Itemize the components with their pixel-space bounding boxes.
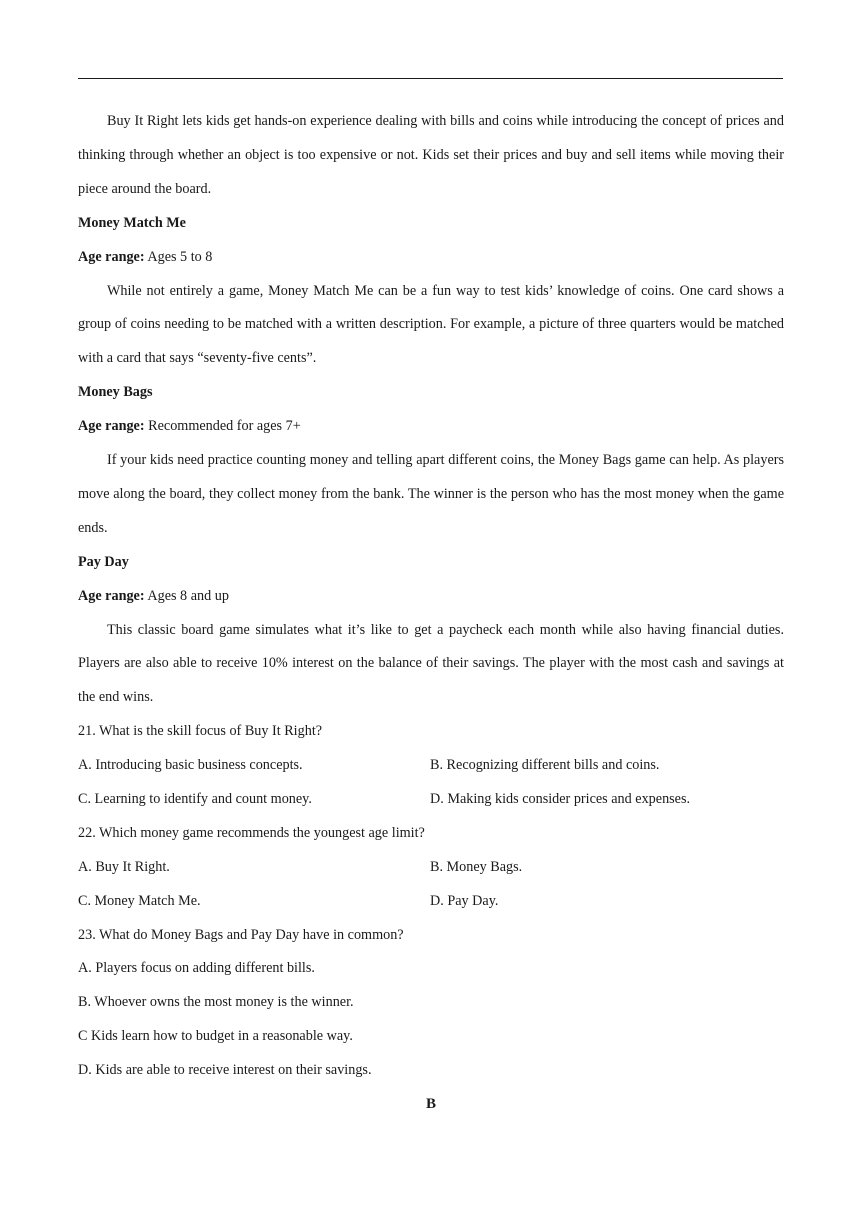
option-a: A. Players focus on adding different bills. [78,960,315,977]
option-row [78,783,784,817]
game-title: Money Match Me [78,214,186,231]
age-range [78,410,784,444]
question-stem: 22. Which money game recommends the youngest age limit? [78,824,425,841]
game-description: While not entirely a game, Money Match Me can be a fun way to test kids’ knowledge of coins. One card shows a group of coins needing to be matched with a written description. For example, a picture of three quarters would be matched with a card that says “seventy-five cents”. [78,282,784,367]
age-range [78,241,784,275]
game-title: Pay Day [78,553,129,570]
option-row [78,851,784,885]
document-page [78,105,784,1122]
age-range-value: Recommended for ages 7+ [144,418,301,435]
option-a: A. Buy It Right. [78,858,170,875]
option-b: B. Money Bags. [430,858,523,875]
option-row [78,749,784,783]
option-row [78,885,784,919]
game-description: This classic board game simulates what it’s like to get a paycheck each month while also having financial duties. Players are also able to receive 10% interest on the balance of their savings. The player with the most cash and savings at the end wins. [78,621,784,706]
option-a: A. Introducing basic business concepts. [78,757,303,774]
intro-paragraph: Buy It Right lets kids get hands-on experience dealing with bills and coins while introducing the concept of prices and thinking through whether an object is too expensive or not. Kids set their prices and buy and sell items while moving their piece around the board. [78,113,784,197]
option-c: C. Learning to identify and count money. [78,791,312,807]
option-c: C. Money Match Me. [78,892,201,909]
game-title: Money Bags [78,384,153,401]
age-range [78,580,784,614]
question-stem: 21. What is the skill focus of Buy It Right? [78,723,323,740]
option-b: B. Whoever owns the most money is the winner. [78,994,354,1011]
age-range-value: Ages 5 to 8 [144,248,213,265]
game-description: If your kids need practice counting money and telling apart different coins, the Money Bags game can help. As players move along the board, they collect money from the bank. The winner is the person who has the most money when the game ends. [78,452,784,536]
question-stem: 23. What do Money Bags and Pay Day have in common? [78,926,404,943]
option-b: B. Recognizing different bills and coins. [430,757,660,774]
option-d: D. Pay Day. [430,892,499,909]
age-range-value: Ages 8 and up [144,587,229,604]
age-range-label: Age range: [78,418,145,435]
option-d: D. Making kids consider prices and expenses. [430,791,691,807]
age-range-label: Age range: [78,248,145,265]
section-heading: B [425,1096,436,1113]
option-c: C Kids learn how to budget in a reasonable way. [78,1028,353,1045]
header-rule [78,78,783,79]
option-d: D. Kids are able to receive interest on their savings. [78,1062,372,1079]
age-range-label: Age range: [78,587,145,604]
